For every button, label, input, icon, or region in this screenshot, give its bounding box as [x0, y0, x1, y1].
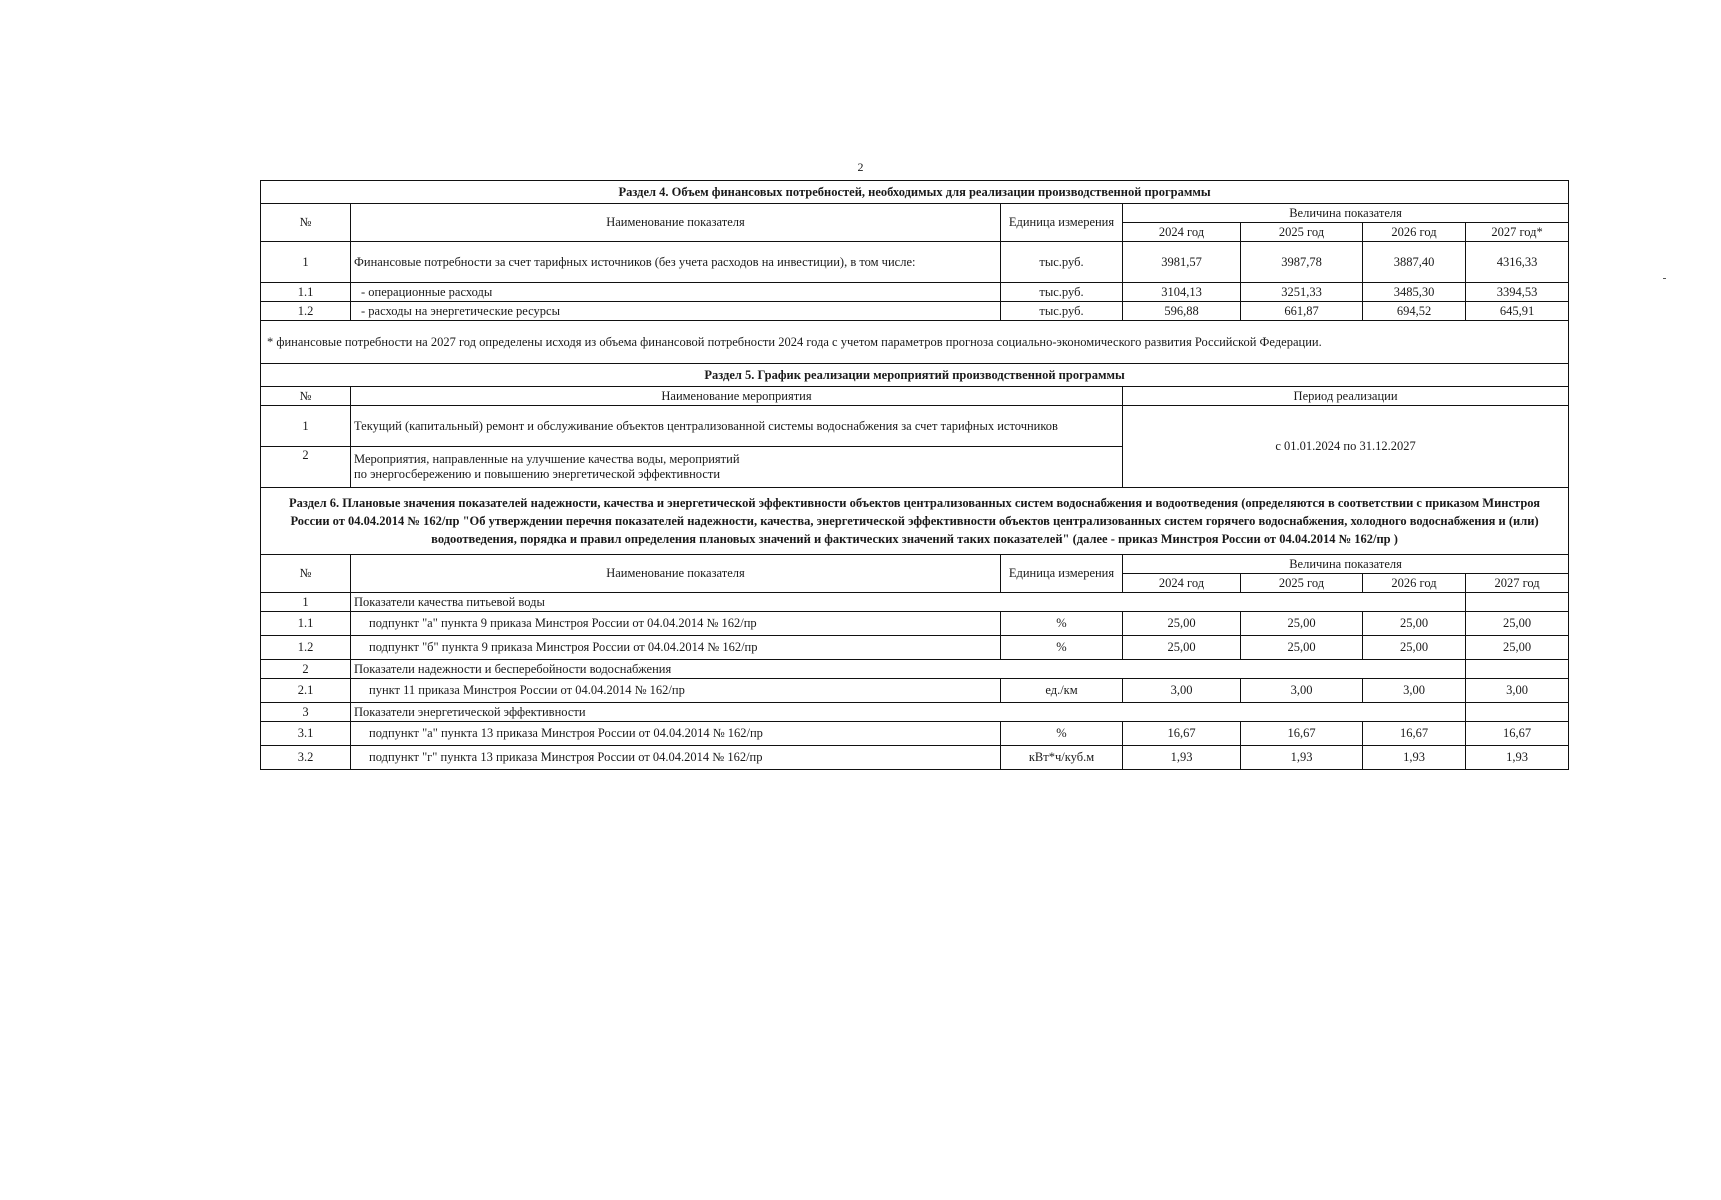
s4-header-year: 2025 год	[1241, 223, 1363, 242]
s4-header-unit: Единица измерения	[1001, 204, 1123, 242]
row-value: 16,67	[1123, 722, 1241, 746]
row-name: пункт 11 приказа Минстроя России от 04.04.2014 № 162/пр	[351, 679, 1001, 703]
row-value: 3,00	[1241, 679, 1363, 703]
table-row	[261, 746, 1569, 770]
row-value: 25,00	[1363, 636, 1466, 660]
s6-header-unit: Единица измерения	[1001, 555, 1123, 593]
section5-title: Раздел 5. График реализации мероприятий производственной программы	[261, 364, 1569, 387]
table-row	[261, 722, 1569, 746]
row-value: 1,93	[1241, 746, 1363, 770]
row-value: 25,00	[1466, 612, 1569, 636]
row-value: 16,67	[1363, 722, 1466, 746]
s6-header-num: №	[261, 555, 351, 593]
program-table	[260, 180, 1569, 770]
s6-header-year: 2025 год	[1241, 574, 1363, 593]
row-num: 1.1	[261, 612, 351, 636]
row-value: 25,00	[1241, 612, 1363, 636]
group-name: Показатели надежности и бесперебойности водоснабжения	[351, 660, 1466, 679]
group-name: Показатели энергетической эффективности	[351, 703, 1466, 722]
row-value: 3,00	[1466, 679, 1569, 703]
group-name: Показатели качества питьевой воды	[351, 593, 1466, 612]
s5-header-name: Наименование мероприятия	[351, 387, 1123, 406]
row-value: 1,93	[1123, 746, 1241, 770]
row-value: 3887,40	[1363, 242, 1466, 283]
s6-header-year: 2024 год	[1123, 574, 1241, 593]
table-row	[261, 636, 1569, 660]
empty-cell	[1466, 593, 1569, 612]
row-unit: ед./км	[1001, 679, 1123, 703]
row-value: 1,93	[1363, 746, 1466, 770]
document-sheet	[260, 180, 1568, 770]
row-unit: тыс.руб.	[1001, 242, 1123, 283]
row-unit: %	[1001, 636, 1123, 660]
group-num: 2	[261, 660, 351, 679]
section4-footnote: * финансовые потребности на 2027 год определены исходя из объема финансовой потребности 2024 года с учетом параметров прогноза социально-экономического развития Российской Федерации.	[261, 321, 1569, 364]
s4-header-value-group: Величина показателя	[1123, 204, 1569, 223]
row-num: 2.1	[261, 679, 351, 703]
s4-header-year: 2024 год	[1123, 223, 1241, 242]
s4-header-year: 2027 год*	[1466, 223, 1569, 242]
row-unit: %	[1001, 612, 1123, 636]
row-value: 25,00	[1241, 636, 1363, 660]
row-value: 16,67	[1466, 722, 1569, 746]
s6-header-year: 2027 год	[1466, 574, 1569, 593]
stray-mark	[1663, 278, 1666, 279]
row-value: 3104,13	[1123, 283, 1241, 302]
group-row	[261, 703, 1569, 722]
row-value: 3,00	[1363, 679, 1466, 703]
section6-title: Раздел 6. Плановые значения показателей надежности, качества и энергетической эффективности объектов централизованных систем водоснабжения и водоотведения (определяются в соответствии с приказом Минстроя России от 04.04.2014 № 162/пр "Об утверждении перечня показателей надежности, качества, энергетической эффективности объектов централизованных систем горячего водоснабжения, холодного водоснабжения и (или) водоотведения, порядка и правил определения плановых значений и фактических значений таких показателей" (далее - приказ Минстроя России от 04.04.2014 № 162/пр )	[261, 488, 1569, 555]
s4-header-num: №	[261, 204, 351, 242]
row-name-line: по энергосбережению и повышению энергетической эффективности	[354, 467, 721, 481]
row-value: 25,00	[1123, 612, 1241, 636]
row-value: 3981,57	[1123, 242, 1241, 283]
s6-header-value-group: Величина показателя	[1123, 555, 1569, 574]
section4-title: Раздел 4. Объем финансовых потребностей, необходимых для реализации производственной программы	[261, 181, 1569, 204]
row-num: 1.2	[261, 636, 351, 660]
row-unit: тыс.руб.	[1001, 302, 1123, 321]
table-row	[261, 283, 1569, 302]
group-row	[261, 660, 1569, 679]
row-num: 1.2	[261, 302, 351, 321]
row-name: подпункт "а" пункта 13 приказа Минстроя России от 04.04.2014 № 162/пр	[351, 722, 1001, 746]
row-value: 3251,33	[1241, 283, 1363, 302]
implementation-period: с 01.01.2024 по 31.12.2027	[1123, 406, 1569, 488]
row-value: 694,52	[1363, 302, 1466, 321]
s6-header-year: 2026 год	[1363, 574, 1466, 593]
table-row	[261, 679, 1569, 703]
row-unit: %	[1001, 722, 1123, 746]
group-num: 3	[261, 703, 351, 722]
empty-cell	[1466, 703, 1569, 722]
s4-header-name: Наименование показателя	[351, 204, 1001, 242]
row-name-line: Мероприятия, направленные на улучшение качества воды, мероприятий	[354, 452, 740, 466]
page-number: 2	[857, 160, 864, 174]
table-row	[261, 302, 1569, 321]
row-unit: тыс.руб.	[1001, 283, 1123, 302]
row-name: подпункт "б" пункта 9 приказа Минстроя России от 04.04.2014 № 162/пр	[351, 636, 1001, 660]
row-value: 3987,78	[1241, 242, 1363, 283]
table-row	[261, 242, 1569, 283]
group-num: 1	[261, 593, 351, 612]
row-name: подпункт "а" пункта 9 приказа Минстроя России от 04.04.2014 № 162/пр	[351, 612, 1001, 636]
row-value: 25,00	[1123, 636, 1241, 660]
row-value: 661,87	[1241, 302, 1363, 321]
row-num: 3.1	[261, 722, 351, 746]
s5-header-period: Период реализации	[1123, 387, 1569, 406]
row-unit: кВт*ч/куб.м	[1001, 746, 1123, 770]
row-name	[351, 447, 1123, 488]
group-row	[261, 593, 1569, 612]
row-value: 596,88	[1123, 302, 1241, 321]
row-num: 1	[261, 406, 351, 447]
row-name: - расходы на энергетические ресурсы	[351, 302, 1001, 321]
empty-cell	[1466, 660, 1569, 679]
row-value: 3394,53	[1466, 283, 1569, 302]
row-num: 2	[261, 447, 351, 488]
row-name: - операционные расходы	[351, 283, 1001, 302]
row-value: 645,91	[1466, 302, 1569, 321]
row-value: 3485,30	[1363, 283, 1466, 302]
row-name: Финансовые потребности за счет тарифных источников (без учета расходов на инвестиции), в том числе:	[351, 242, 1001, 283]
row-value: 4316,33	[1466, 242, 1569, 283]
row-num: 1	[261, 242, 351, 283]
s6-header-name: Наименование показателя	[351, 555, 1001, 593]
row-value: 1,93	[1466, 746, 1569, 770]
row-value: 16,67	[1241, 722, 1363, 746]
row-num: 3.2	[261, 746, 351, 770]
row-value: 3,00	[1123, 679, 1241, 703]
s4-header-year: 2026 год	[1363, 223, 1466, 242]
table-row	[261, 406, 1569, 447]
s5-header-num: №	[261, 387, 351, 406]
row-name: подпункт "г" пункта 13 приказа Минстроя России от 04.04.2014 № 162/пр	[351, 746, 1001, 770]
row-value: 25,00	[1466, 636, 1569, 660]
row-name: Текущий (капитальный) ремонт и обслуживание объектов централизованной системы водоснабжения за счет тарифных источников	[351, 406, 1123, 447]
row-num: 1.1	[261, 283, 351, 302]
table-row	[261, 612, 1569, 636]
row-value: 25,00	[1363, 612, 1466, 636]
